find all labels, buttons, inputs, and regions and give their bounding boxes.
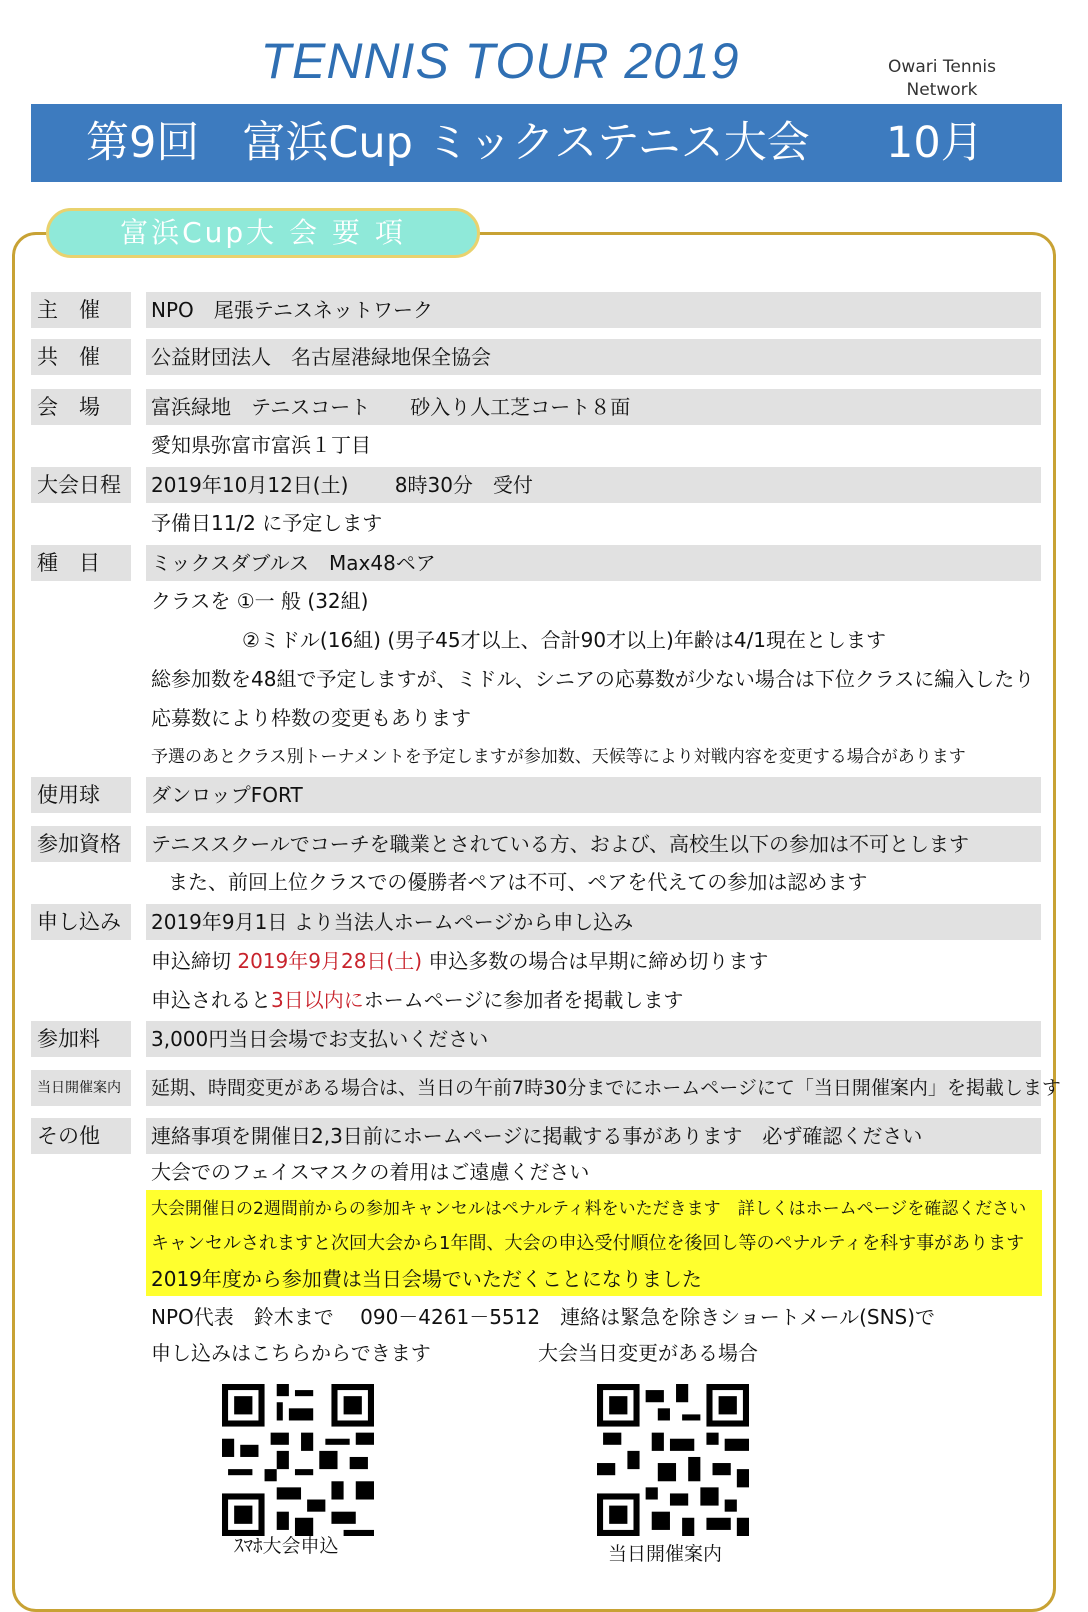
value-venue-address: 愛知県弥富市富浜１丁目 — [151, 433, 371, 457]
event-class-general: クラスを ①一 般 (32組) — [151, 589, 369, 613]
qr-code-dayinfo-icon[interactable] — [597, 1384, 749, 1536]
qr-code-apply-icon[interactable] — [222, 1384, 374, 1536]
qr-apply-caption: ｽﾏﾎ大会申込 — [234, 1535, 339, 1557]
label-schedule: 大会日程 — [31, 467, 131, 503]
penalty-note-2: キャンセルされますと次回大会から1年間、大会の申込受付順位を後回し等のペナルティを科す事があります — [151, 1233, 1025, 1254]
value-other: 連絡事項を開催日2,3日前にホームページに掲載する事があります 必ず確認ください — [151, 1124, 923, 1148]
other-mask-note: 大会でのフェイスマスクの着用はご遠慮ください — [151, 1160, 590, 1184]
value-fee: 3,000円当日会場でお支払いください — [151, 1027, 489, 1051]
value-apply: 2019年9月1日 より当法人ホームページから申し込み — [151, 910, 634, 934]
tour-title: TENNIS TOUR 2019 — [260, 33, 740, 89]
value-ball: ダンロップFORT — [151, 783, 303, 807]
section-title: 富浜Cup大 会 要 項 — [46, 208, 480, 258]
posting-days: 3日以内に — [271, 988, 364, 1012]
penalty-note-3: 2019年度から参加費は当日会場でいただくことになりました — [151, 1267, 702, 1291]
label-other: その他 — [31, 1118, 131, 1154]
label-ball: 使用球 — [31, 777, 131, 813]
label-event: 種 目 — [31, 545, 131, 581]
banner-title: 第9回 富浜Cup ミックステニス大会 — [86, 118, 810, 168]
event-note-1: 総参加数を48組で予定しますが、ミドル、シニアの応募数が少ない場合は下位クラスに編入したり — [151, 667, 1035, 691]
value-sponsor: NPO 尾張テニスネットワーク — [151, 298, 433, 322]
value-event: ミックスダブルス Max48ペア — [151, 551, 436, 575]
qr-dayinfo-caption: 当日開催案内 — [608, 1543, 723, 1565]
penalty-note-1: 大会開催日の2週間前からの参加キャンセルはペナルティ料をいただきます 詳しくはホームページを確認ください — [151, 1199, 1027, 1219]
value-eligibility-2: また、前回上位クラスでの優勝者ペアは不可、ペアを代えての参加は認めます — [168, 870, 868, 894]
label-dayinfo: 当日開催案内 — [31, 1070, 131, 1106]
apply-posting: 申込されると3日以内にホームページに参加者を掲載します — [151, 988, 684, 1012]
event-class-middle: ②ミドル(16組) (男子45才以上、合計90才以上)年齢は4/1現在とします — [242, 628, 887, 652]
label-eligibility: 参加資格 — [31, 826, 131, 862]
label-apply: 申し込み — [31, 904, 131, 940]
value-eligibility: テニススクールでコーチを職業とされている方、および、高校生以下の参加は不可とします — [151, 832, 969, 856]
banner-month: 10月 — [886, 118, 984, 168]
contact-info: NPO代表 鈴木まで 090－4261－5512 連絡は緊急を除きショートメール(SNS)で — [151, 1305, 936, 1329]
event-note-2: 応募数により枠数の変更もあります — [151, 706, 471, 730]
value-schedule: 2019年10月12日(土) 8時30分 受付 — [151, 473, 533, 497]
label-cosponsor: 共 催 — [31, 339, 131, 375]
deadline-date: 2019年9月28日(土) — [237, 949, 423, 973]
label-venue: 会 場 — [31, 389, 131, 425]
apply-deadline: 申込締切 2019年9月28日(土) 申込多数の場合は早期に締め切ります — [151, 949, 769, 973]
label-sponsor: 主 催 — [31, 292, 131, 328]
org-line-1: Owari Tennis — [888, 57, 996, 77]
value-venue: 富浜緑地 テニスコート 砂入り人工芝コート８面 — [151, 395, 631, 419]
tournament-banner — [31, 104, 1062, 182]
org-line-2: Network — [906, 80, 978, 100]
apply-here-text: 申し込みはこちらからできます — [151, 1341, 431, 1365]
value-cosponsor: 公益財団法人 名古屋港緑地保全協会 — [151, 345, 491, 369]
event-note-3: 予選のあとクラス別トーナメントを予定しますが参加数、天候等により対戦内容を変更する場合があります — [151, 747, 966, 767]
organization-name — [868, 56, 1016, 102]
day-change-text: 大会当日変更がある場合 — [538, 1341, 758, 1365]
value-reserve-day: 予備日11/2 に予定します — [151, 511, 383, 535]
value-dayinfo: 延期、時間変更がある場合は、当日の午前7時30分までにホームページにて「当日開催案内」を掲載します — [151, 1077, 1061, 1099]
label-fee: 参加料 — [31, 1021, 131, 1057]
